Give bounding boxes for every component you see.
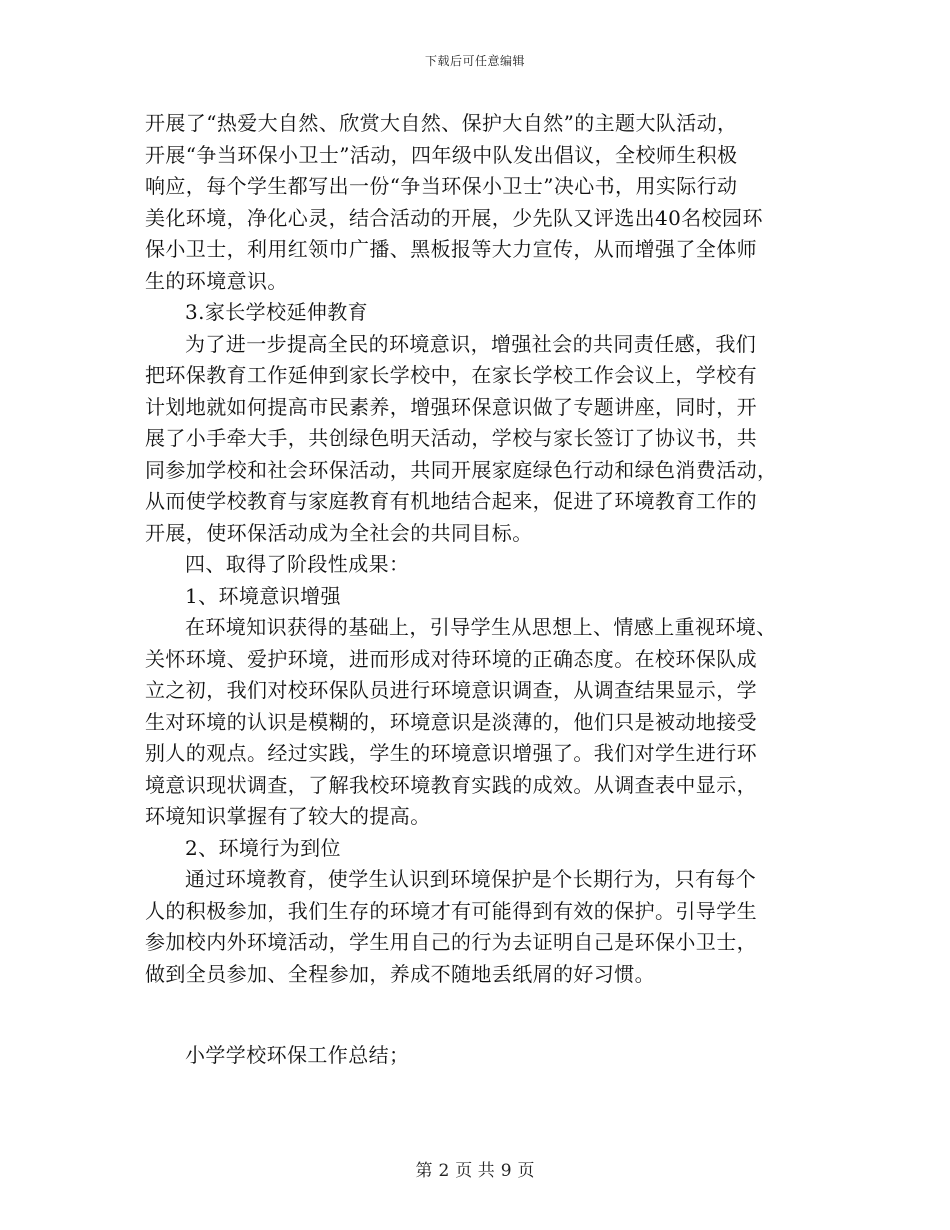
body-line: 响应，每个学生都写出一份“争当环保小卫士”决心书，用实际行动 bbox=[145, 174, 738, 198]
body-line: 展了小手牵大手，共创绿色明天活动，学校与家长签订了协议书，共 bbox=[145, 426, 757, 450]
paragraph-start-line: 在环境知识获得的基础上，引导学生从思想上、情感上重视环境、 bbox=[185, 615, 777, 639]
body-line: 关怀环境、爱护环境，进而形成对待环境的正确态度。在校环保队成 bbox=[145, 646, 757, 671]
body-line: 同参加学校和社会环保活动，共同开展家庭绿色行动和绿色消费活动， bbox=[145, 457, 778, 482]
document-body bbox=[145, 108, 810, 1072]
body-line: 生对环境的认识是模糊的，环境意识是淡薄的，他们只是被动地接受 bbox=[145, 709, 757, 734]
footer-prefix: 第 bbox=[415, 1161, 433, 1181]
body-line: 做到全员参加、全程参加，养成不随地丢纸屑的好习惯。 bbox=[145, 961, 655, 986]
body-line: 把环保教育工作延伸到家长学校中，在家长学校工作会议上，学校有 bbox=[145, 363, 757, 387]
page-footer bbox=[0, 1156, 950, 1181]
body-line: 人的积极参加，我们生存的环境才有可能得到有效的保护。引导学生 bbox=[145, 898, 757, 923]
body-line: 开展“争当环保小卫士”活动，四年级中队发出倡议，全校师生积极 bbox=[145, 142, 738, 167]
body-line: 保小卫士，利用红领巾广播、黑板报等大力宣传，从而增强了全体师 bbox=[145, 237, 757, 261]
paragraph-start-line: 为了进一步提高全民的环境意识，增强社会的共同责任感，我们 bbox=[185, 331, 757, 356]
body-line: 从而使学校教育与家庭教育有机地结合起来，促进了环境教育工作的 bbox=[145, 489, 757, 513]
body-line: 境意识现状调查，了解我校环境教育实践的成效。从调查表中显示， bbox=[145, 772, 757, 797]
footer-suffix: 页 bbox=[517, 1161, 535, 1181]
body-line: 生的环境意识。 bbox=[145, 268, 288, 293]
subsection-heading: 2、环境行为到位 bbox=[185, 835, 341, 860]
subsection-heading: 1、环境意识增强 bbox=[185, 583, 341, 608]
paragraph-start-line: 通过环境教育，使学生认识到环境保护是个长期行为，只有每个 bbox=[185, 867, 757, 891]
current-page-number: 2 bbox=[438, 1161, 450, 1181]
body-line: 开展了“热爱大自然、欣赏大自然、保护大自然”的主题大队活动， bbox=[145, 111, 738, 135]
section-heading: 四、取得了阶段性成果： bbox=[185, 552, 410, 576]
paragraph-gap bbox=[145, 990, 810, 1040]
body-line: 参加校内外环境活动，学生用自己的行为去证明自己是环保小卫士， bbox=[145, 930, 757, 954]
body-line: 立之初，我们对校环保队员进行环境意识调查，从调查结果显示，学 bbox=[145, 678, 757, 702]
body-line: 别人的观点。经过实践，学生的环境意识增强了。我们对学生进行环 bbox=[145, 741, 757, 765]
footer-middle: 页 共 bbox=[455, 1161, 495, 1181]
page-header: 下载后可任意编辑 bbox=[424, 54, 525, 68]
body-line: 环境知识掌握有了较大的提高。 bbox=[145, 804, 431, 828]
total-page-count: 9 bbox=[500, 1161, 512, 1181]
body-line: 美化环境，净化心灵，结合活动的开展，少先队又评选出40名校园环 bbox=[145, 205, 763, 230]
section-heading: 3.家长学校延伸教育 bbox=[185, 300, 369, 324]
closing-title-line: 小学学校环保工作总结； bbox=[185, 1043, 410, 1067]
body-line: 计划地就如何提高市民素养，增强环保意识做了专题讲座，同时，开 bbox=[145, 394, 757, 419]
body-line: 开展，使环保活动成为全社会的共同目标。 bbox=[145, 520, 533, 545]
